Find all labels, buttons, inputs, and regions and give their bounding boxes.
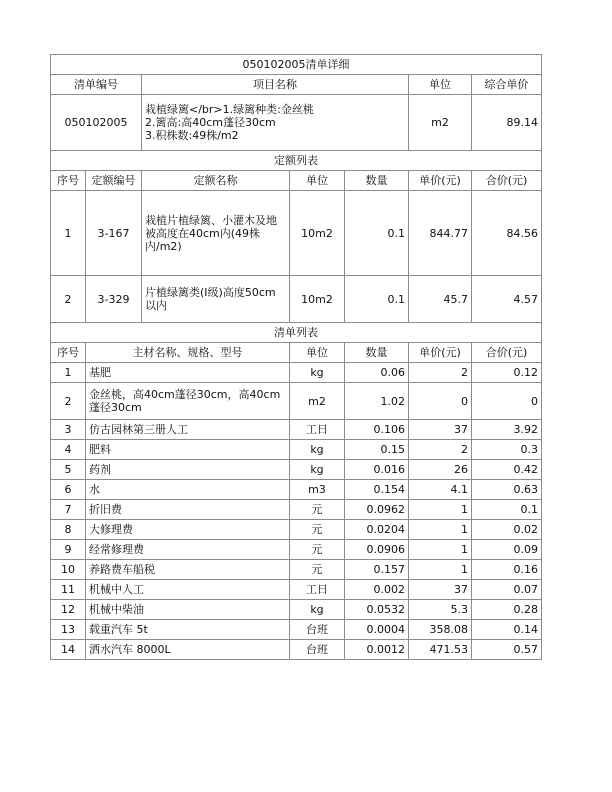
material-seq: 2: [51, 383, 86, 420]
material-total: 0.02: [472, 520, 542, 540]
material-total: 0.14: [472, 620, 542, 640]
material-unit: kg: [290, 363, 345, 383]
material-unit-price: 358.08: [409, 620, 472, 640]
bill-item-price: 89.14: [472, 95, 542, 151]
material-qty: 0.154: [345, 480, 409, 500]
material-qty: 0.0204: [345, 520, 409, 540]
material-header-unit: 单位: [290, 343, 345, 363]
material-name: 基肥: [86, 363, 290, 383]
quota-code: 3-329: [86, 276, 142, 323]
material-unit-price: 37: [409, 420, 472, 440]
material-seq: 13: [51, 620, 86, 640]
quota-header-unit-price: 单价(元): [409, 171, 472, 191]
quota-unit: 10m2: [290, 276, 345, 323]
material-qty: 0.0532: [345, 600, 409, 620]
material-unit: kg: [290, 600, 345, 620]
material-unit-price: 5.3: [409, 600, 472, 620]
material-row: [51, 480, 542, 500]
quota-total: 84.56: [472, 191, 542, 276]
material-seq: 10: [51, 560, 86, 580]
material-seq: 7: [51, 500, 86, 520]
material-seq: 1: [51, 363, 86, 383]
material-row: [51, 383, 542, 420]
quota-seq: 1: [51, 191, 86, 276]
quota-total: 4.57: [472, 276, 542, 323]
material-qty: 0.0962: [345, 500, 409, 520]
quota-header-code: 定额编号: [86, 171, 142, 191]
material-unit-price: 2: [409, 440, 472, 460]
material-row: [51, 460, 542, 480]
quota-header-total: 合价(元): [472, 171, 542, 191]
quota-name: 栽植片植绿篱、小灌木及地被高度在40cm内(49株内/m2): [142, 191, 290, 276]
material-seq: 12: [51, 600, 86, 620]
material-total: 0.28: [472, 600, 542, 620]
quota-header-name: 定额名称: [142, 171, 290, 191]
material-unit: 元: [290, 500, 345, 520]
material-name: 仿古园林第三册人工: [86, 420, 290, 440]
bill-item-row: [51, 95, 542, 151]
material-name: 洒水汽车 8000L: [86, 640, 290, 660]
material-unit-price: 26: [409, 460, 472, 480]
material-unit: 工日: [290, 580, 345, 600]
material-name: 经常修理费: [86, 540, 290, 560]
quota-header-qty: 数量: [345, 171, 409, 191]
quota-seq: 2: [51, 276, 86, 323]
bill-item-desc-line: 栽植绿篱</br>1.绿篱种类:金丝桃: [145, 103, 314, 116]
material-row: [51, 620, 542, 640]
quota-section-title: 定额列表: [51, 151, 542, 171]
material-unit: kg: [290, 460, 345, 480]
material-unit-price: 1: [409, 520, 472, 540]
material-total: 0.57: [472, 640, 542, 660]
material-unit-price: 0: [409, 383, 472, 420]
quota-row: [51, 191, 542, 276]
material-seq: 3: [51, 420, 86, 440]
material-total: 0.12: [472, 363, 542, 383]
material-unit-price: 1: [409, 500, 472, 520]
material-total: 0: [472, 383, 542, 420]
quota-unit-price: 45.7: [409, 276, 472, 323]
material-seq: 5: [51, 460, 86, 480]
material-row: [51, 640, 542, 660]
material-seq: 14: [51, 640, 86, 660]
material-row: [51, 560, 542, 580]
material-unit-price: 471.53: [409, 640, 472, 660]
material-name: 折旧费: [86, 500, 290, 520]
material-name: 机械中人工: [86, 580, 290, 600]
table-title: 050102005清单详细: [51, 55, 542, 75]
material-row: [51, 440, 542, 460]
material-row: [51, 600, 542, 620]
material-total: 0.16: [472, 560, 542, 580]
material-qty: 0.06: [345, 363, 409, 383]
material-unit-price: 1: [409, 560, 472, 580]
header-unit-price: 综合单价: [472, 75, 542, 95]
quota-qty: 0.1: [345, 276, 409, 323]
material-header-total: 合价(元): [472, 343, 542, 363]
quota-name: 片植绿篱类(I级)高度50cm以内: [142, 276, 290, 323]
material-seq: 11: [51, 580, 86, 600]
material-unit: m2: [290, 383, 345, 420]
material-unit: kg: [290, 440, 345, 460]
material-qty: 0.15: [345, 440, 409, 460]
material-header-row: [51, 343, 542, 363]
material-header-qty: 数量: [345, 343, 409, 363]
material-unit: 台班: [290, 620, 345, 640]
material-qty: 0.016: [345, 460, 409, 480]
material-unit: m3: [290, 480, 345, 500]
material-row: [51, 540, 542, 560]
material-name: 金丝桃，高40cm蓬径30cm，高40cm蓬径30cm: [86, 383, 290, 420]
material-unit-price: 1: [409, 540, 472, 560]
quota-unit-price: 844.77: [409, 191, 472, 276]
header-item-name: 项目名称: [142, 75, 409, 95]
material-header-name: 主材名称、规格、型号: [86, 343, 290, 363]
material-qty: 0.002: [345, 580, 409, 600]
material-unit-price: 37: [409, 580, 472, 600]
material-name: 肥料: [86, 440, 290, 460]
quota-row: [51, 276, 542, 323]
material-qty: 0.0906: [345, 540, 409, 560]
material-seq: 9: [51, 540, 86, 560]
quota-header-unit: 单位: [290, 171, 345, 191]
material-name: 载重汽车 5t: [86, 620, 290, 640]
material-total: 0.63: [472, 480, 542, 500]
material-qty: 0.157: [345, 560, 409, 580]
material-unit-price: 4.1: [409, 480, 472, 500]
quota-qty: 0.1: [345, 191, 409, 276]
material-qty: 0.0012: [345, 640, 409, 660]
material-unit: 元: [290, 520, 345, 540]
material-header-unit-price: 单价(元): [409, 343, 472, 363]
material-seq: 8: [51, 520, 86, 540]
bill-item-desc-line: 2.篱高:高40cm蓬径30cm: [145, 116, 276, 129]
quota-unit: 10m2: [290, 191, 345, 276]
material-total: 0.09: [472, 540, 542, 560]
material-total: 3.92: [472, 420, 542, 440]
material-name: 水: [86, 480, 290, 500]
bill-item-desc-line: 3.积株数:49株/m2: [145, 129, 239, 142]
material-qty: 1.02: [345, 383, 409, 420]
material-total: 0.07: [472, 580, 542, 600]
material-unit: 台班: [290, 640, 345, 660]
material-unit: 工日: [290, 420, 345, 440]
material-seq: 4: [51, 440, 86, 460]
material-rows: [51, 363, 542, 660]
header-unit: 单位: [409, 75, 472, 95]
quota-code: 3-167: [86, 191, 142, 276]
material-unit: 元: [290, 560, 345, 580]
material-name: 药剂: [86, 460, 290, 480]
material-seq: 6: [51, 480, 86, 500]
material-row: [51, 363, 542, 383]
quota-header-row: [51, 171, 542, 191]
material-name: 大修理费: [86, 520, 290, 540]
material-row: [51, 520, 542, 540]
bill-header-row: [51, 75, 542, 95]
material-section-title: 清单列表: [51, 323, 542, 343]
material-total: 0.1: [472, 500, 542, 520]
bill-detail-table: [50, 54, 542, 660]
quota-header-seq: 序号: [51, 171, 86, 191]
header-bill-code: 清单编号: [51, 75, 142, 95]
material-qty: 0.0004: [345, 620, 409, 640]
quota-rows: [51, 191, 542, 323]
material-header-seq: 序号: [51, 343, 86, 363]
material-total: 0.3: [472, 440, 542, 460]
material-row: [51, 500, 542, 520]
material-total: 0.42: [472, 460, 542, 480]
material-name: 机械中柴油: [86, 600, 290, 620]
material-row: [51, 580, 542, 600]
material-name: 养路费车船税: [86, 560, 290, 580]
bill-item-description: [142, 95, 409, 151]
material-row: [51, 420, 542, 440]
bill-item-code: 050102005: [51, 95, 142, 151]
bill-item-unit: m2: [409, 95, 472, 151]
material-unit: 元: [290, 540, 345, 560]
material-qty: 0.106: [345, 420, 409, 440]
material-unit-price: 2: [409, 363, 472, 383]
